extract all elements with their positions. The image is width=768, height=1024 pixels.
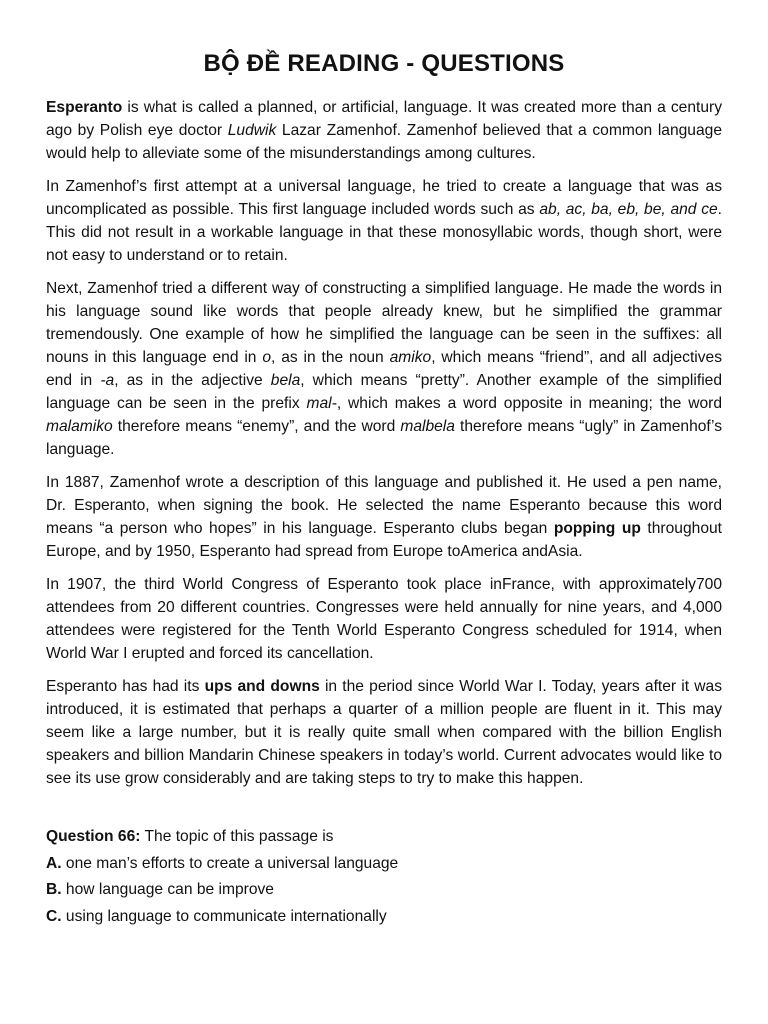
- term-ups-and-downs: ups and downs: [204, 678, 320, 695]
- paragraph-1: Esperanto is what is called a planned, or artificial, language. It was created more than a century ago by Polish eye doctor Ludwik Lazar Zamenhof. Zamenhof believed that a common language would help to alleviate some of the misunderstandings among cultures.: [46, 99, 722, 162]
- option-letter: C.: [46, 907, 62, 925]
- paragraph-2: In Zamenhof’s first attempt at a universal language, he tried to create a language that was as uncomplicated as possible. This first language included words such as ab, ac, ba, eb, be, and ce. This did not result in a workable language in that these monosyllabic words, though short, were not easy to understand or to retain.: [46, 178, 723, 264]
- question-label: Question 66:: [46, 828, 141, 845]
- paragraph-3: Next, Zamenhof tried a different way of constructing a simplified language. He made the words in his language sound like words that people already knew, but he simplified the grammar tremendously. One example of how he simplified the language can be seen in the suffixes: all nouns in this language end in o, as in the noun amiko, which means “friend”, and all adjectives end in -a, as in the adjective bela, which means “pretty”. Another example of the simplified language can be seen in the prefix mal-, which makes a word opposite in meaning; the word malamiko therefore means “enemy”, and the word malbela therefore means “ugly” in Zamenhof’s language.: [46, 280, 723, 458]
- term-esperanto: Esperanto: [46, 99, 123, 116]
- option-letter: A.: [46, 854, 62, 872]
- paragraph-4: In 1887, Zamenhof wrote a description of this language and published it. He used a pen name, Dr. Esperanto, when signing the book. He selected the name Esperanto because this word means “a person who hopes” in his language. Esperanto clubs began popping up throughout Europe, and by 1950, Esperanto had spread from Europe toAmerica andAsia.: [46, 474, 722, 560]
- term-popping-up: popping up: [553, 520, 641, 537]
- question-block: [46, 824, 722, 930]
- option-a: A. one man’s efforts to create a universal language: [46, 854, 399, 872]
- question-stem: Question 66: The topic of this passage is: [46, 828, 334, 845]
- option-c: C. using language to communicate internationally: [46, 907, 387, 925]
- paragraph-5: In 1907, the third World Congress of Esperanto took place inFrance, with approximately700 attendees from 20 different countries. Congresses were held annually for nine years, and 4,000 attendees were registered for the Tenth World Esperanto Congress scheduled for 1914, when World War I erupted and forced its cancellation.: [46, 576, 722, 662]
- option-letter: B.: [46, 881, 62, 898]
- paragraph-6: Esperanto has had its ups and downs in the period since World War I. Today, years after it was introduced, it is estimated that perhaps a quarter of a million people are fluent in it. This may seem like a large number, but it is really quite small when compared with the billion English speakers and billion Mandarin Chinese speakers in today’s world. Current advocates would like to see its use grow considerably and are taking steps to try to make this happen.: [46, 678, 723, 787]
- page-title: BỘ ĐỀ READING - QUESTIONS: [203, 50, 565, 77]
- option-b: B. how language can be improve: [46, 881, 274, 898]
